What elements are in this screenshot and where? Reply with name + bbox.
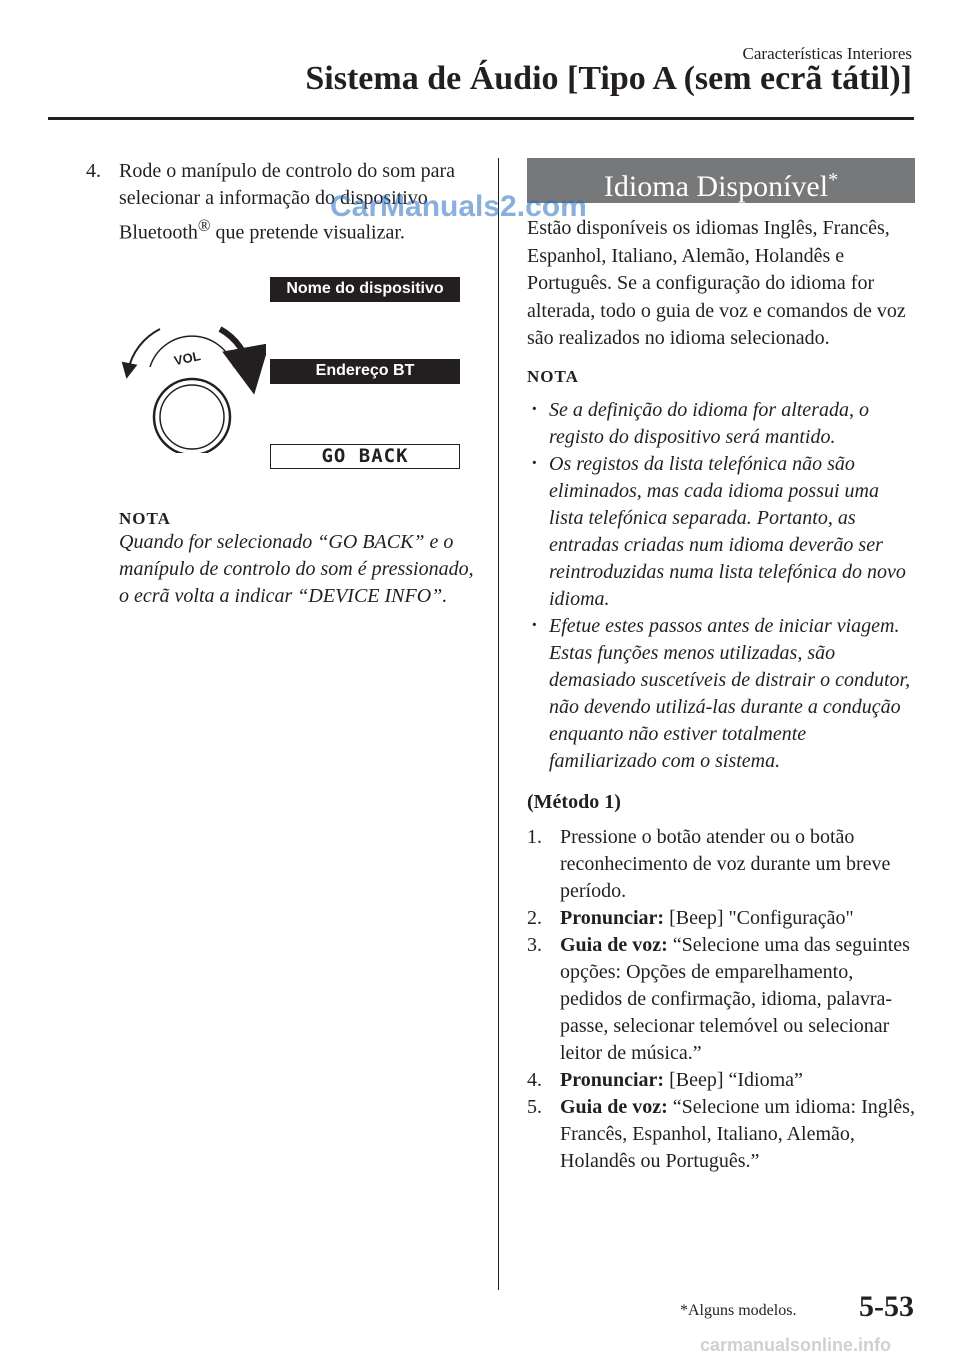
header-section: Características Interiores xyxy=(742,44,912,63)
step-text: [Beep] "Configuração" xyxy=(664,906,854,929)
step-text: [Beep] “Idioma” xyxy=(664,1068,803,1091)
rotate-left-arrow xyxy=(128,329,160,371)
step-number: 4. xyxy=(527,1068,542,1091)
left-note xyxy=(86,509,481,610)
knob-figure xyxy=(86,277,481,497)
vol-label: VOL xyxy=(172,347,202,368)
step-text: “Selecione uma das seguintes opções: Opções de emparelhamento, pedidos de confirmação, idioma, palavra-passe, selecionar telemóvel ou selecionar leitor de música.” xyxy=(560,933,910,1064)
step-label: Guia de voz: xyxy=(560,1095,668,1118)
procedure-step-1 xyxy=(527,824,917,905)
note-label: NOTA xyxy=(119,508,171,528)
method-heading: (Método 1) xyxy=(527,790,621,813)
bullet-item: · Se a definição do idioma for alterada, o registo do dispositivo será mantido. xyxy=(527,397,917,451)
display-bt-address: Endereço BT xyxy=(270,359,460,384)
banner-asterisk: * xyxy=(828,169,839,191)
step-label: Pronunciar: xyxy=(560,906,665,929)
watermark-bottom: carmanualsonline.info xyxy=(700,1335,892,1355)
note-text: Quando for selecionado “GO BACK” e o manípulo de controlo do som é pressionado, o ecrã volta a indicar “DEVICE INFO”. xyxy=(119,530,474,607)
note-bullets xyxy=(527,397,917,775)
note-label: NOTA xyxy=(527,366,579,386)
knob-outer xyxy=(154,379,230,453)
bullet-item: · Efetue estes passos antes de iniciar viagem. Estas funções menos utilizadas, são demasiado suscetíveis de distrair o condutor, não devendo utilizá-las durante a condução enquanto não estiver totalmente familiarizado com o sistema. xyxy=(527,613,917,775)
step-number: 3. xyxy=(527,933,542,956)
intro-paragraph: Estão disponíveis os idiomas Inglês, Francês, Espanhol, Italiano, Alemão, Holandês e Português. Se a configuração do idioma for alterada, todo o guia de voz e comandos de voz são realizados no idioma selecionado. xyxy=(527,217,906,349)
step-label: Guia de voz: xyxy=(560,933,668,956)
procedure-step-3 xyxy=(527,932,917,1067)
page-title: Sistema de Áudio [Tipo A (sem ecrã tátil)] xyxy=(305,60,912,97)
step-text: “Selecione um idioma: Inglês, Francês, Espanhol, Italiano, Alemão, Holandês ou Português.” xyxy=(560,1095,915,1172)
step-text: Pressione o botão atender ou o botão reconhecimento de voz durante um breve período. xyxy=(560,825,891,902)
procedure-step-4 xyxy=(527,1067,917,1094)
step-number: 1. xyxy=(527,825,542,848)
bullet-item: · Os registos da lista telefónica não são eliminados, mas cada idioma possui uma lista telefónica separada. Portanto, as entradas criadas num idioma deverão ser reintroduzidas numa lista telefónica do novo idioma. xyxy=(527,451,917,613)
step-number: 4. xyxy=(86,160,101,182)
right-note xyxy=(527,367,917,775)
right-column xyxy=(527,158,917,1175)
header-rule xyxy=(48,117,914,120)
column-divider xyxy=(498,158,499,1290)
step-label: Pronunciar: xyxy=(560,1068,665,1091)
volume-knob-illustration xyxy=(116,323,266,453)
page-number: 5-53 xyxy=(859,1290,914,1323)
registered-mark: ® xyxy=(197,216,211,235)
left-column xyxy=(86,158,481,610)
procedure-step-5 xyxy=(527,1094,917,1175)
step-number: 2. xyxy=(527,906,542,929)
banner-title: Idioma Disponível xyxy=(603,170,829,203)
procedure-step-2 xyxy=(527,905,917,932)
watermark-top: CarManuals2.com xyxy=(330,190,587,223)
step-text-a: Rode o manípulo de controlo do som para selecionar a informação do dispositivo Bluetooth xyxy=(119,160,456,244)
display-go-back: GO BACK xyxy=(270,444,460,469)
footnote: *Alguns modelos. xyxy=(680,1302,797,1319)
step-number: 5. xyxy=(527,1095,542,1118)
display-device-name: Nome do dispositivo xyxy=(270,277,460,302)
step-text-b: que pretende visualizar. xyxy=(210,221,405,244)
